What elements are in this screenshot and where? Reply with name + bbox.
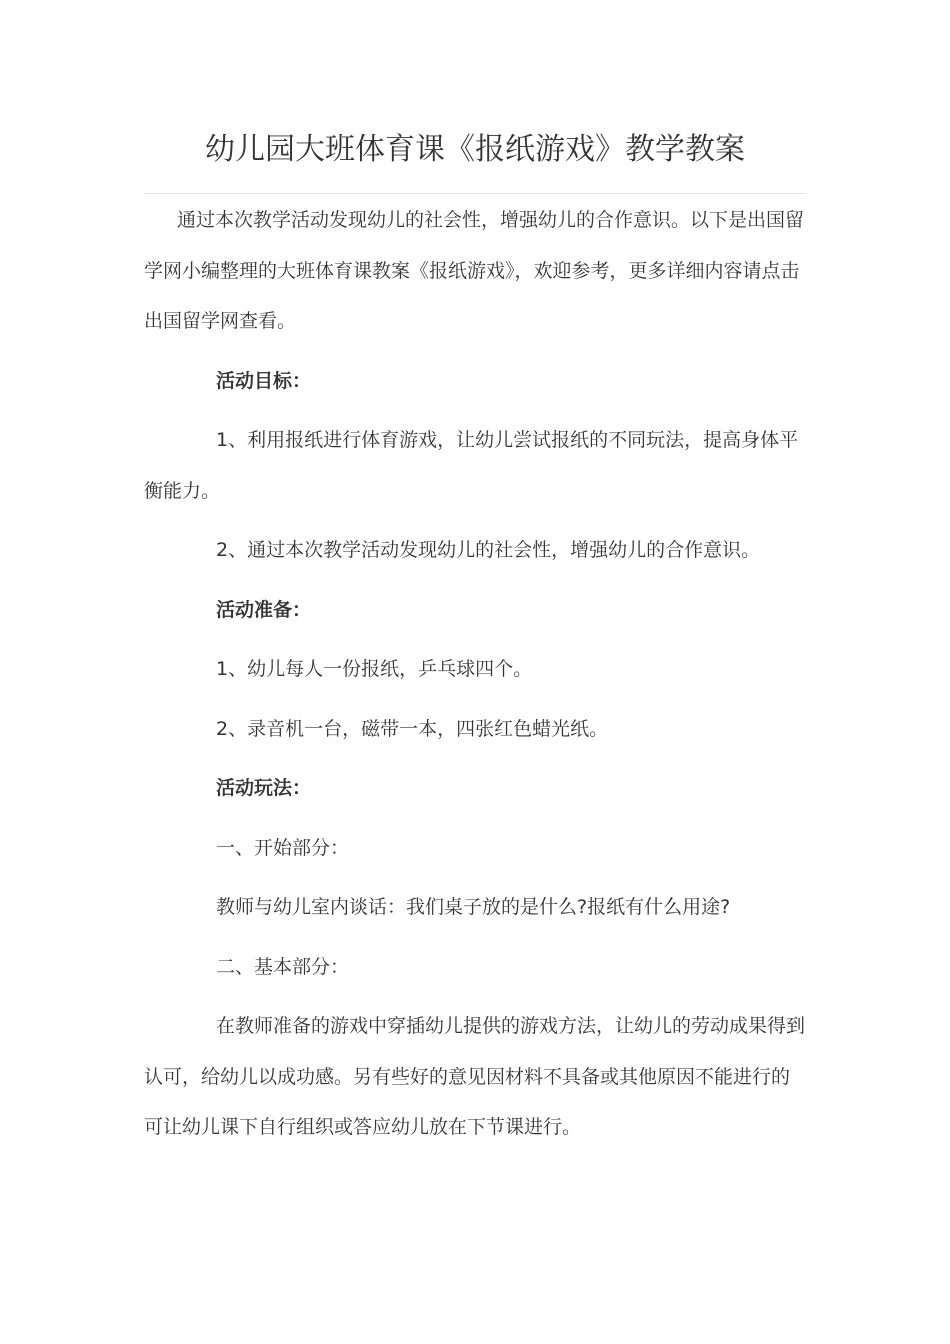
part-heading-start: 一、开始部分： [216,836,350,859]
goal-item-1: 1、利用报纸进行体育游戏，让幼儿尝试报纸的不同玩法，提高身体平衡能力。 [144,429,799,502]
intro-paragraph: 通过本次教学活动发现幼儿的社会性，增强幼儿的合作意识。以下是出国留学网小编整理的大班体育课教案《报纸游戏》，欢迎参考，更多详细内容请点击出国留学网查看。 [144,209,805,332]
preparation-item-1: 1、幼儿每人一份报纸，乒乓球四个。 [216,658,533,680]
document-title: 幼儿园大班体育课《报纸游戏》教学教案 [205,132,745,167]
basic-part-text: 在教师准备的游戏中穿插幼儿提供的游戏方法，让幼儿的劳动成果得到认可，给幼儿以成功感。另有些好的意见因材料不具备或其他原因不能进行的可让幼儿课下自行组织或答应幼儿放在下节课进行。 [144,1015,806,1138]
start-part-text: 教师与幼儿室内谈话：我们桌子放的是什么?报纸有什么用途? [216,896,731,918]
section-heading-gameplay: 活动玩法： [216,777,312,799]
document-body [144,195,806,1162]
section-heading-goals: 活动目标： [216,369,312,392]
goal-item-2: 2、通过本次教学活动发现幼儿的社会性，增强幼儿的合作意识。 [216,539,761,561]
title-divider [144,193,806,194]
part-heading-basic: 二、基本部分： [216,955,350,978]
section-heading-preparation: 活动准备： [216,598,312,621]
preparation-item-2: 2、录音机一台，磁带一本，四张红色蜡光纸。 [216,717,609,740]
